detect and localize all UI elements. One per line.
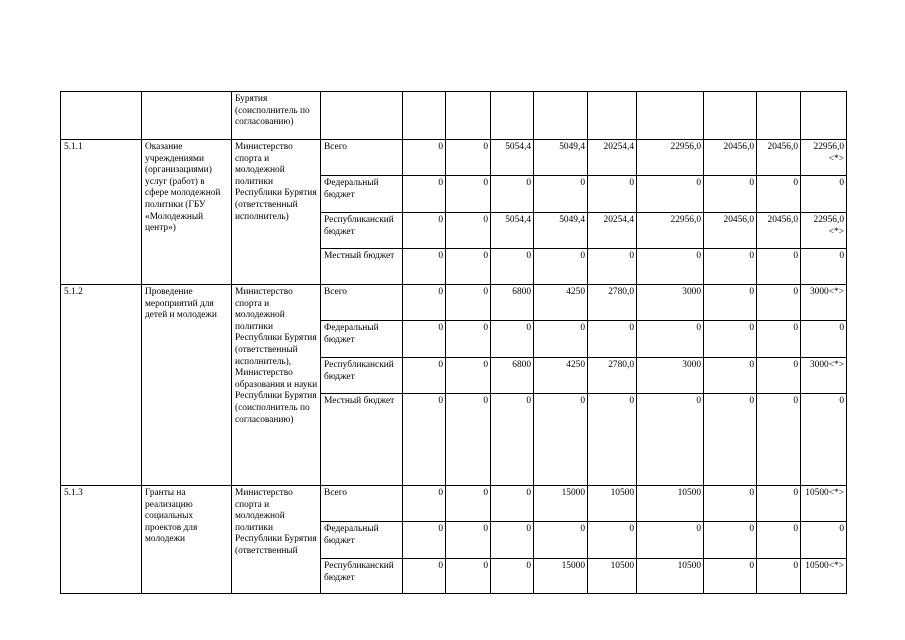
value-cell: 0 [446,140,491,176]
value-cell: 0 [757,486,801,522]
value-cell-empty [637,92,704,140]
value-cell: 0 [637,321,704,358]
value-cell: 0 [403,140,446,176]
value-cell: 0 [704,559,757,594]
value-cell: 0 [446,321,491,358]
value-cell: 0 [446,285,491,321]
value-cell: 0 [491,522,534,559]
funding-source-cell: Республиканский бюджет [321,213,403,249]
value-cell: 0 [704,176,757,213]
value-cell: 3000<*> [801,285,847,321]
value-cell: 0 [446,213,491,249]
value-cell: 0 [446,486,491,522]
value-cell-empty [491,92,534,140]
executor-cell: Бурятия (соисполнитель по согласованию) [232,92,321,140]
value-cell: 0 [588,522,637,559]
value-cell: 5054,4 [491,213,534,249]
item-name-cell: Гранты на реализацию социальных проектов для молодежи [142,486,232,594]
value-cell: 2780,0 [588,285,637,321]
value-cell: 0 [704,249,757,285]
value-cell: 0 [446,522,491,559]
executor-cell: Министерство спорта и молодежной политики Республики Бурятия (ответственный исполнитель) [232,140,321,285]
value-cell: 0 [704,358,757,394]
value-cell: 0 [491,486,534,522]
source-cell-empty [321,92,403,140]
value-cell: 10500 [588,486,637,522]
value-cell: 20456,0 [757,213,801,249]
value-cell-empty [588,92,637,140]
value-cell: 0 [403,249,446,285]
executor-cell: Министерство спорта и молодежной политики Республики Бурятия (ответственный исполнитель), Министерство образования и науки Республики Бурятия (соисполнитель по согласованию) [232,285,321,486]
value-cell: 20456,0 [704,140,757,176]
value-cell: 0 [637,176,704,213]
value-cell: 0 [491,249,534,285]
value-cell: 0 [403,559,446,594]
value-cell: 0 [403,176,446,213]
value-cell: 0 [757,321,801,358]
value-cell: 5054,4 [491,140,534,176]
value-cell: 15000 [534,559,588,594]
item-code-cell: 5.1.1 [61,140,142,285]
value-cell: 0 [757,249,801,285]
funding-source-cell: Всего [321,285,403,321]
value-cell: 10500 [588,559,637,594]
value-cell: 0 [534,522,588,559]
value-cell: 22956,0 [637,140,704,176]
value-cell: 0 [491,559,534,594]
value-cell: 15000 [534,486,588,522]
value-cell: 0 [757,176,801,213]
value-cell: 0 [403,486,446,522]
value-cell: 20254,4 [588,140,637,176]
value-cell: 0 [491,321,534,358]
value-cell-empty [801,92,847,140]
value-cell: 0 [403,213,446,249]
value-cell: 0 [491,394,534,486]
value-cell: 20456,0 [704,213,757,249]
table-row-continued [61,92,847,140]
value-cell: 5049,4 [534,140,588,176]
value-cell: 10500 [637,486,704,522]
value-cell: 3000 [637,285,704,321]
executor-cell: Министерство спорта и молодежной политики Республики Бурятия (ответственный [232,486,321,594]
value-cell: 10500<*> [801,559,847,594]
funding-source-cell: Республиканский бюджет [321,358,403,394]
budget-table [60,91,847,594]
value-cell: 0 [446,559,491,594]
value-cell: 0 [534,394,588,486]
value-cell: 0 [534,321,588,358]
funding-source-cell: Федеральный бюджет [321,176,403,213]
value-cell: 6800 [491,285,534,321]
value-cell: 5049,4 [534,213,588,249]
value-cell: 0 [446,176,491,213]
funding-source-cell: Местный бюджет [321,249,403,285]
value-cell: 0 [446,394,491,486]
value-cell: 0 [637,249,704,285]
value-cell: 0 [704,285,757,321]
value-cell: 4250 [534,358,588,394]
value-cell: 0 [588,249,637,285]
funding-source-cell: Федеральный бюджет [321,522,403,559]
value-cell: 0 [801,249,847,285]
value-cell: 20254,4 [588,213,637,249]
value-cell: 0 [588,176,637,213]
value-cell: 0 [757,394,801,486]
code-cell-empty [61,92,142,140]
funding-source-cell: Федеральный бюджет [321,321,403,358]
value-cell: 3000<*> [801,358,847,394]
item-code-cell: 5.1.2 [61,285,142,486]
item-name-cell: Оказание учреждениями (организациями) услуг (работ) в сфере молодежной политики (ГБУ «Молодежный центр») [142,140,232,285]
value-cell: 0 [801,394,847,486]
value-cell-empty [757,92,801,140]
table-row [61,140,847,176]
value-cell: 0 [704,486,757,522]
value-cell: 6800 [491,358,534,394]
value-cell: 0 [637,394,704,486]
value-cell: 0 [403,321,446,358]
value-cell: 10500<*> [801,486,847,522]
funding-source-cell: Республиканский бюджет [321,559,403,594]
value-cell-empty [704,92,757,140]
value-cell: 0 [704,321,757,358]
value-cell: 22956,0 <*> [801,213,847,249]
value-cell: 0 [534,249,588,285]
value-cell: 0 [757,358,801,394]
table-row [61,285,847,321]
value-cell: 3000 [637,358,704,394]
value-cell: 0 [403,522,446,559]
name-cell-empty [142,92,232,140]
value-cell: 0 [534,176,588,213]
funding-source-cell: Всего [321,140,403,176]
value-cell: 4250 [534,285,588,321]
value-cell: 0 [704,394,757,486]
funding-source-cell: Местный бюджет [321,394,403,486]
value-cell: 0 [757,559,801,594]
value-cell: 0 [446,249,491,285]
value-cell: 2780,0 [588,358,637,394]
value-cell-empty [403,92,446,140]
value-cell: 0 [757,285,801,321]
value-cell: 0 [637,522,704,559]
item-name-cell: Проведение мероприятий для детей и молодежи [142,285,232,486]
value-cell: 0 [491,176,534,213]
value-cell: 0 [801,176,847,213]
value-cell: 0 [403,394,446,486]
value-cell: 0 [801,522,847,559]
value-cell: 22956,0 <*> [801,140,847,176]
value-cell: 22956,0 [637,213,704,249]
item-code-cell: 5.1.3 [61,486,142,594]
value-cell: 0 [403,358,446,394]
value-cell: 20456,0 [757,140,801,176]
value-cell-empty [534,92,588,140]
value-cell: 0 [446,358,491,394]
value-cell: 0 [588,394,637,486]
value-cell-empty [446,92,491,140]
value-cell: 0 [588,321,637,358]
funding-source-cell: Всего [321,486,403,522]
value-cell: 0 [704,522,757,559]
value-cell: 0 [403,285,446,321]
value-cell: 10500 [637,559,704,594]
value-cell: 0 [801,321,847,358]
value-cell: 0 [757,522,801,559]
table-row [61,486,847,522]
